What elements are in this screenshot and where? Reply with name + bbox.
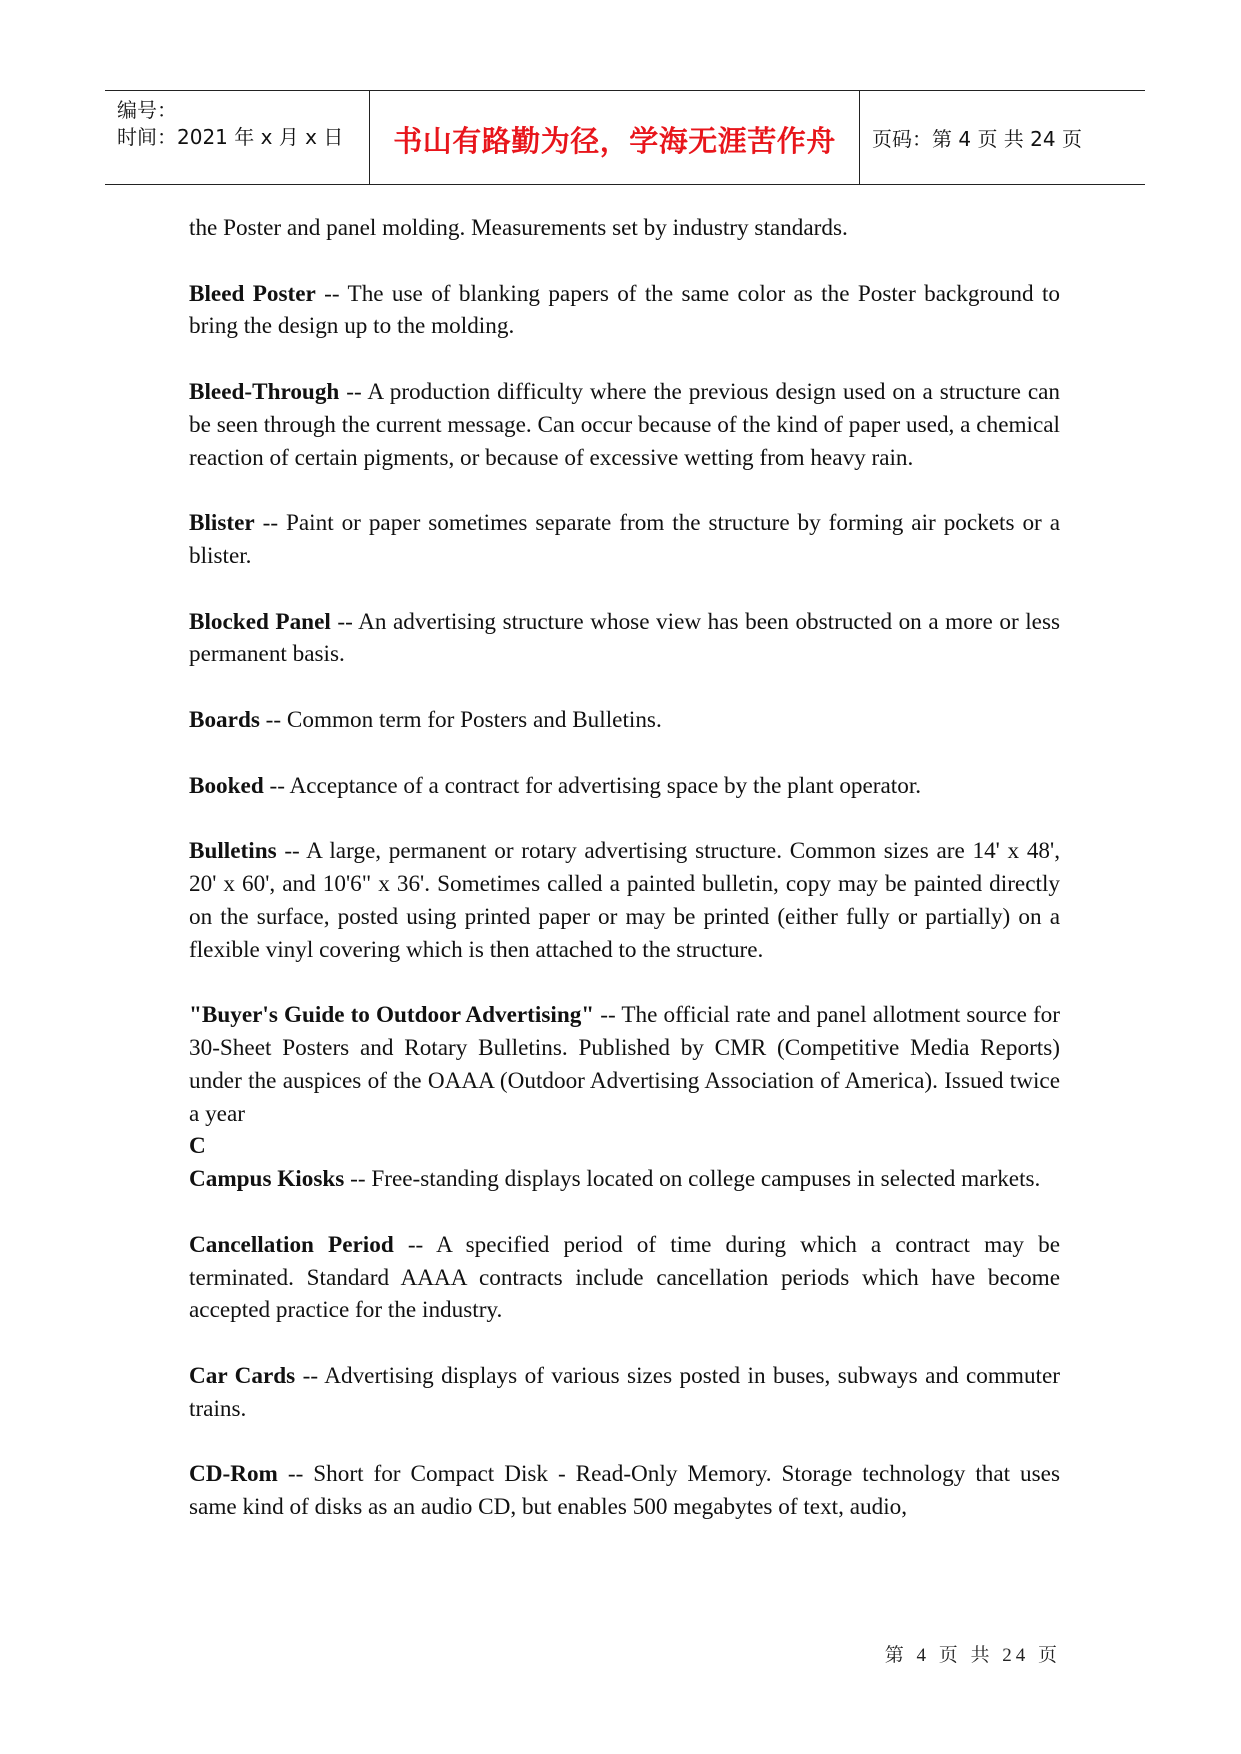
glossary-definition: -- The official rate and panel allotment source for 30-Sheet Posters and Rotary Bulletins. Published by CMR (Competitive Media Reports) under the auspices of the OAAA (Outdoor Advertising Association of America). Issued twice a year [189, 1002, 1060, 1127]
lead-paragraph: the Poster and panel molding. Measurements set by industry standards. [189, 215, 848, 241]
glossary-term: Blister [189, 510, 255, 537]
glossary-term: Bleed-Through [189, 378, 340, 405]
glossary-term: Blocked Panel [189, 608, 331, 635]
time-label: 时间：2021 年 x 月 x 日 [117, 125, 344, 149]
glossary-definition: -- Common term for Posters and Bulletins. [259, 706, 662, 733]
glossary-term: Campus Kiosks [189, 1166, 345, 1193]
glossary-term: Bleed Poster [189, 280, 316, 307]
document-body [189, 212, 1060, 1557]
glossary-entry [189, 1229, 1060, 1327]
glossary-entry [189, 507, 1060, 573]
glossary-definition: -- A production difficulty where the previous design used on a structure can be seen through the current message. Can occur because of the kind of paper used, a chemical reaction of certain pigments, or because of excessive wetting from heavy rain. [189, 378, 1060, 471]
header-motto-cell [370, 91, 860, 184]
glossary-term: Car Cards [189, 1362, 296, 1389]
glossary-term: CD-Rom [189, 1461, 278, 1488]
glossary-term: Cancellation Period [189, 1231, 394, 1258]
glossary-definition: -- The use of blanking papers of the same color as the Poster background to bring the design up to the molding. [189, 280, 1060, 340]
glossary-definition: -- Short for Compact Disk - Read-Only Memory. Storage technology that uses same kind of disks as an audio CD, but enables 500 megabytes of text, audio, [189, 1461, 1060, 1521]
glossary-term: Boards [189, 706, 260, 733]
glossary-entry [189, 278, 1060, 344]
number-label: 编号： [117, 98, 177, 122]
glossary-definition: -- Advertising displays of various sizes posted in buses, subways and commuter trains. [189, 1362, 1060, 1422]
glossary-term: "Buyer's Guide to Outdoor Advertising" [189, 1002, 595, 1029]
document-header [105, 90, 1145, 185]
glossary-definition: -- A specified period of time during which a contract may be terminated. Standard AAAA contracts include cancellation periods which have become accepted practice for the industry. [189, 1231, 1060, 1324]
glossary-definition: -- A large, permanent or rotary advertising structure. Common sizes are 14' x 48', 20' x 60', and 10'6" x 36'. Sometimes called a painted bulletin, copy may be painted directly on the surface, posted using printed paper or may be printed (either fully or partially) on a flexible vinyl covering which is then attached to the structure. [189, 838, 1060, 963]
glossary-definition: -- Free-standing displays located on college campuses in selected markets. [344, 1166, 1041, 1193]
page-info: 页码：第 4 页 共 24 页 [872, 127, 1082, 151]
glossary-definition: -- Acceptance of a contract for advertising space by the plant operator. [263, 772, 922, 799]
glossary-entry [189, 1458, 1060, 1524]
glossary-definition: -- An advertising structure whose view has been obstructed on a more or less permanent basis. [189, 608, 1061, 668]
glossary-entry [189, 606, 1060, 672]
glossary-entry [189, 999, 1060, 1130]
glossary-entry [189, 704, 1060, 737]
header-meta-cell [105, 91, 370, 184]
glossary-entry [189, 770, 1060, 803]
header-page-cell [860, 91, 1145, 184]
motto-text: 书山有路勤为径，学海无涯苦作舟 [393, 124, 836, 158]
glossary-term: Bulletins [189, 838, 277, 865]
glossary-entry [189, 376, 1060, 474]
page-footer: 第 4 页 共 24 页 [884, 1645, 1061, 1666]
glossary-entry [189, 1360, 1060, 1426]
glossary-entry [189, 835, 1060, 966]
section-letter: C [189, 1133, 206, 1160]
glossary-definition: -- Paint or paper sometimes separate from the structure by forming air pockets or a blister. [189, 510, 1060, 569]
glossary-entry [189, 1163, 1060, 1196]
glossary-term: Booked [189, 772, 264, 799]
